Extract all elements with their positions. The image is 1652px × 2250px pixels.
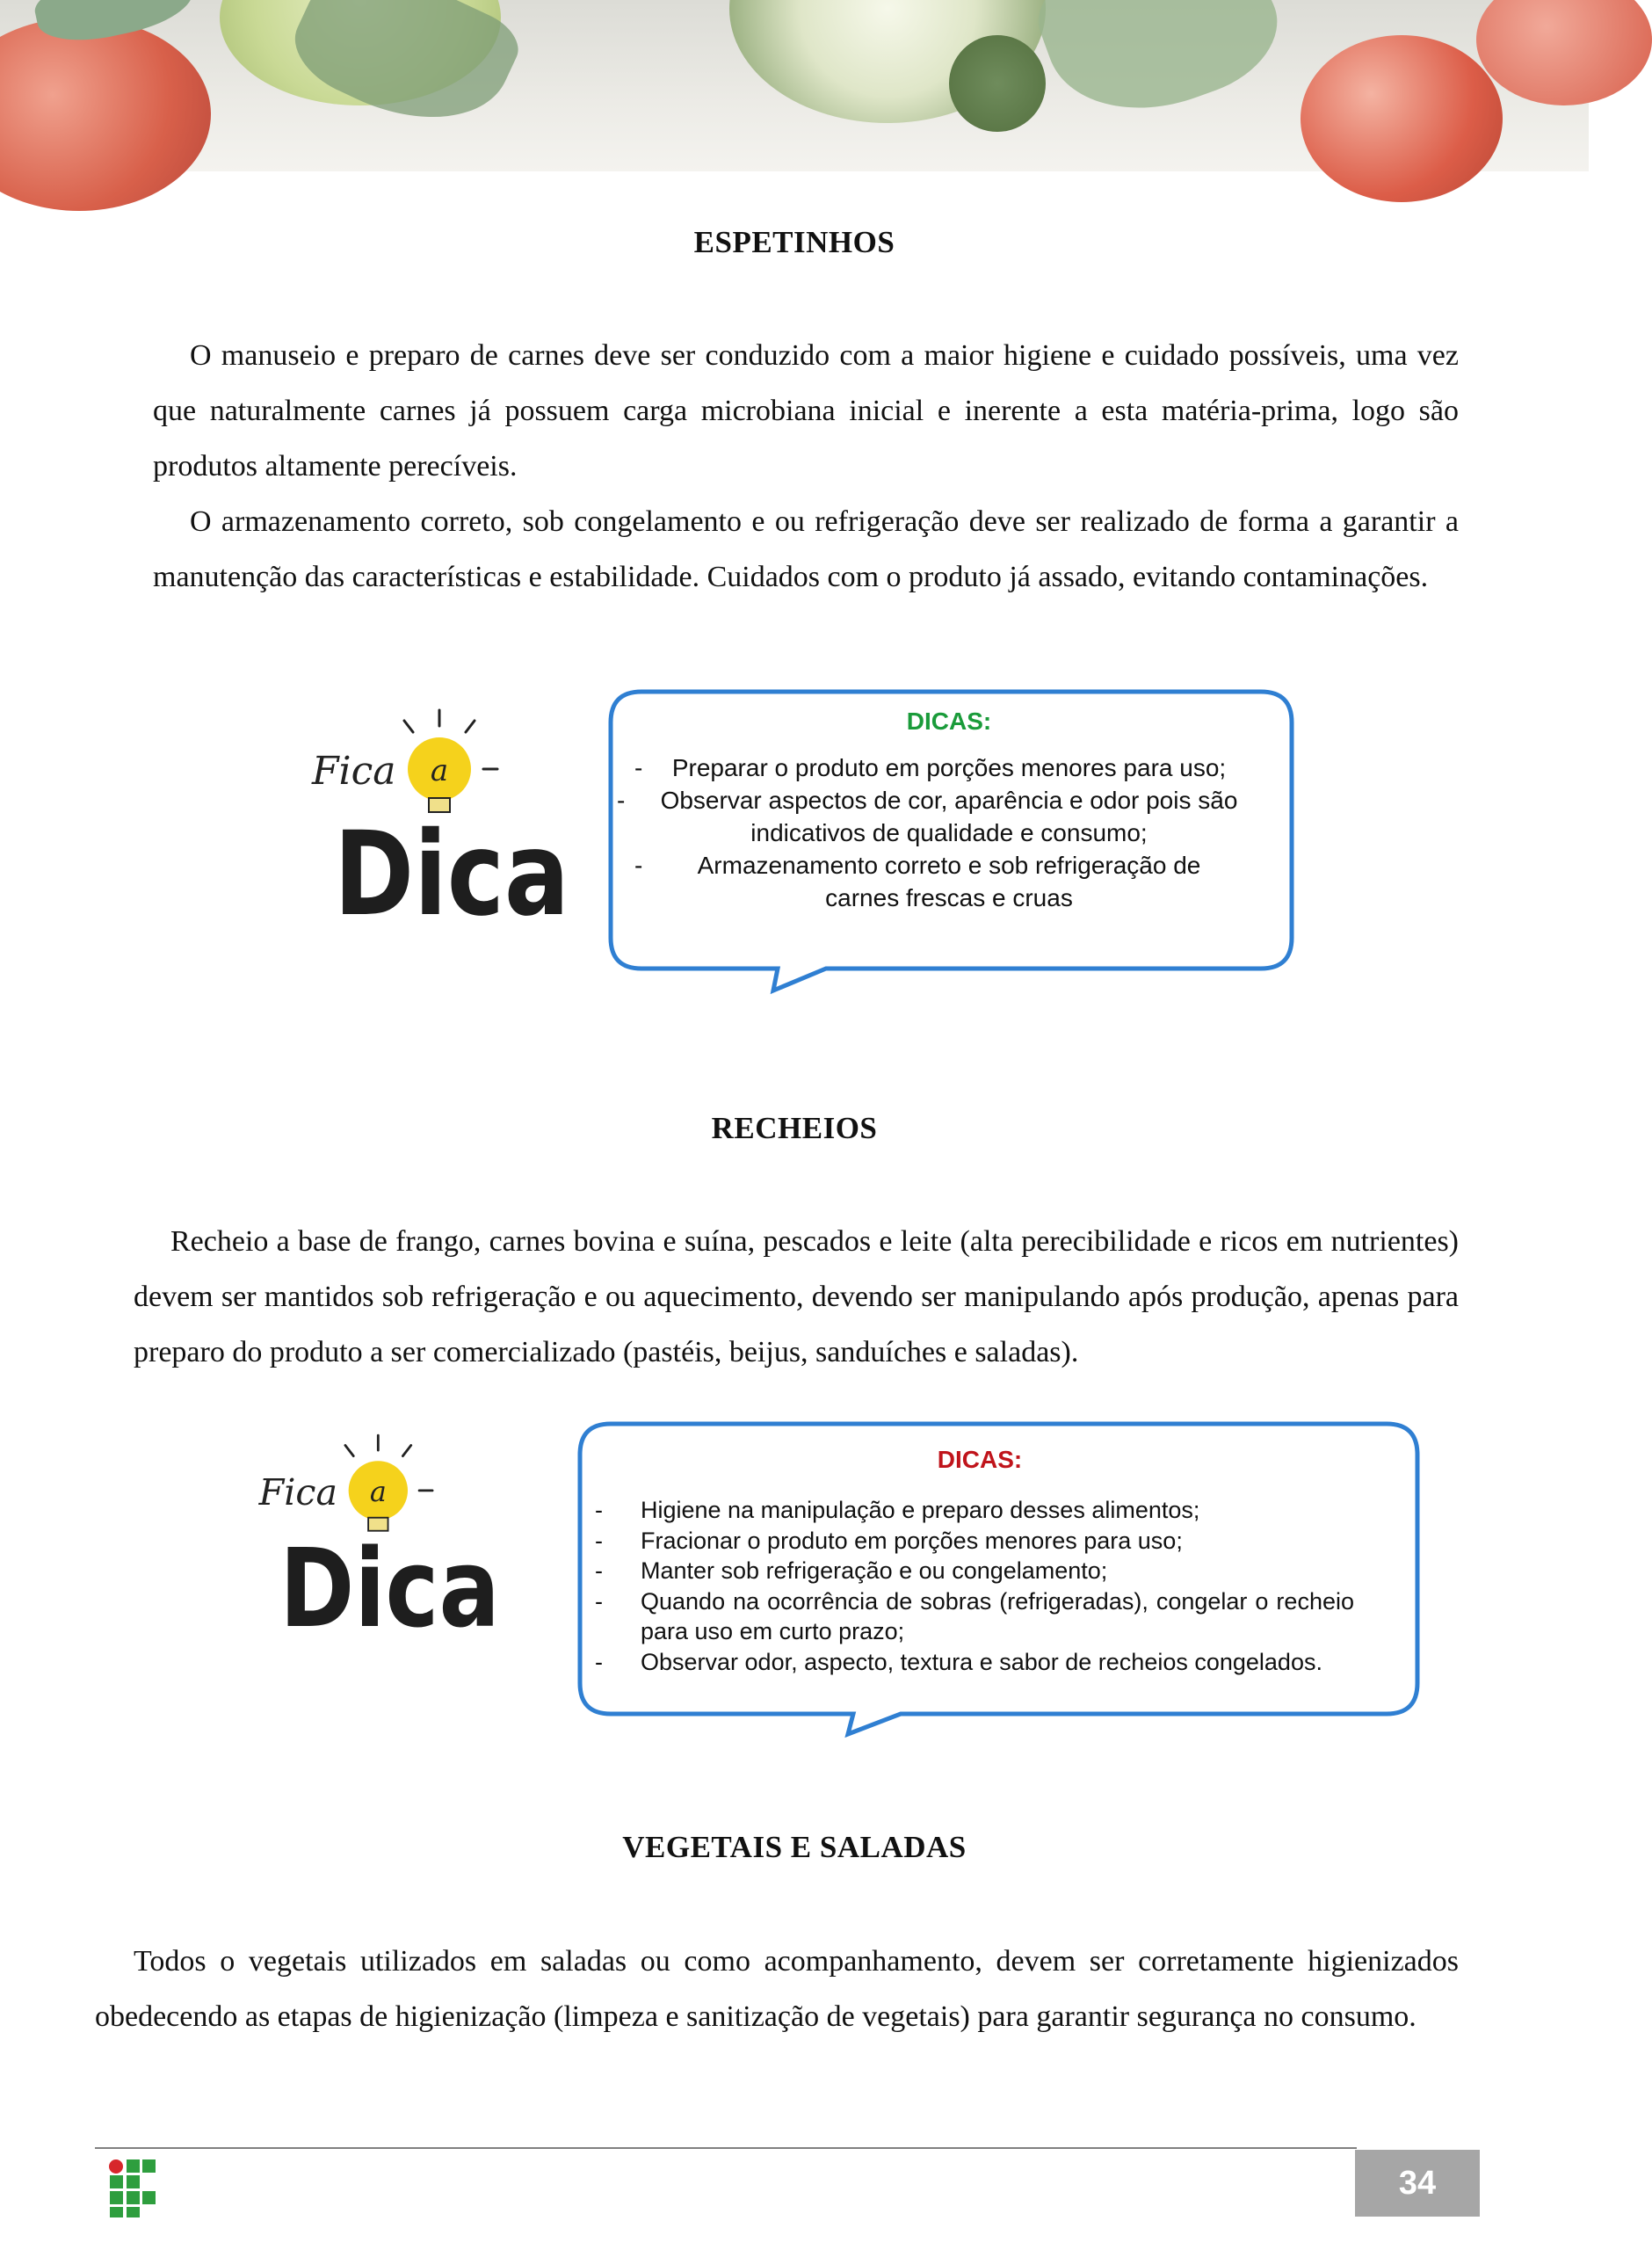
tip-item-text: Fracionar o produto em porções menores para uso; bbox=[641, 1527, 1183, 1554]
tip-item-text: Observar aspectos de cor, aparência e odor pois são indicativos de qualidade e consumo; bbox=[660, 787, 1238, 846]
tip-item: - Observar aspectos de cor, aparência e odor pois são indicativos de qualidade e consumo; bbox=[617, 787, 1238, 846]
tip-item: - Manter sob refrigeração e ou congelamento; bbox=[595, 1557, 1108, 1584]
page-number: 34 bbox=[1355, 2150, 1480, 2217]
espetinhos-paragraph-2 bbox=[153, 494, 1459, 605]
tips-list bbox=[584, 1495, 1375, 1677]
vegetais-paragraph-text: Todos o vegetais utilizados em saladas ou como acompanhamento, devem ser corretamente higienizados obedecendo as etapas de higienização (limpeza e sanitização de vegetais) para garantir segurança no consumo. bbox=[95, 1945, 1459, 2033]
header-banner-image bbox=[0, 0, 1589, 171]
logo-small-text: Fica bbox=[312, 749, 396, 794]
tip-item-text: Preparar o produto em porções menores para uso; bbox=[671, 754, 1227, 781]
section-title-vegetais: VEGETAIS E SALADAS bbox=[622, 1830, 967, 1864]
fica-a-dica-logo bbox=[255, 1428, 510, 1653]
footer-divider bbox=[95, 2147, 1357, 2149]
espetinhos-paragraph-2-text: O armazenamento correto, sob congelamento e ou refrigeração deve ser realizado de forma a garantir a manutenção das características e estabilidade. Cuidados com o produto já assado, evitando contaminações. bbox=[153, 505, 1459, 593]
logo-big-text: Dica bbox=[279, 1526, 500, 1653]
tips-panel-espetinhos bbox=[615, 708, 1283, 914]
tip-item-text: Quando na ocorrência de sobras (refrigeradas), congelar o recheio para uso em curto prazo; bbox=[641, 1587, 1354, 1644]
fica-a-dica-logo bbox=[308, 703, 580, 942]
section-title-espetinhos: ESPETINHOS bbox=[693, 225, 895, 259]
espetinhos-paragraph-1-text: O manuseio e preparo de carnes deve ser conduzido com a maior higiene e cuidado possíveis, uma vez que naturalmente carnes já possuem carga microbiana inicial e inerente a esta matéria-prima, logo são produtos altamente perecíveis. bbox=[153, 339, 1459, 483]
logo-bulb-letter: a bbox=[430, 753, 449, 788]
recheios-paragraph-text: Recheio a base de frango, carnes bovina e suína, pescados e leite (alta perecibilidade e ricos em nutrientes) devem ser mantidos sob refrigeração e ou aquecimento, devendo ser manipulando após produção, apenas para preparo do produto a ser comercializado (pastéis, beijus, sanduíches e saladas). bbox=[134, 1225, 1459, 1368]
logo-big-text: Dica bbox=[334, 807, 569, 942]
tip-item-text: Manter sob refrigeração e ou congelamento; bbox=[641, 1557, 1108, 1584]
recheios-paragraph bbox=[134, 1214, 1459, 1380]
vegetais-paragraph bbox=[95, 1934, 1459, 2044]
tips-panel-recheios bbox=[584, 1446, 1375, 1677]
logo-small-text: Fica bbox=[258, 1470, 337, 1513]
tip-item-text: Higiene na manipulação e preparo desses alimentos; bbox=[641, 1497, 1200, 1523]
tips-list bbox=[615, 751, 1283, 914]
tip-item: - Fracionar o produto em porções menores para uso; bbox=[595, 1527, 1183, 1554]
espetinhos-paragraph-1 bbox=[153, 328, 1459, 494]
leaf-right bbox=[1025, 0, 1294, 140]
section-title-recheios: RECHEIOS bbox=[711, 1111, 878, 1145]
institution-logo-icon bbox=[107, 2158, 156, 2217]
herb bbox=[949, 35, 1046, 132]
tip-item: - Quando na ocorrência de sobras (refrigeradas), congelar o recheio para uso em curto prazo; bbox=[595, 1587, 1354, 1644]
logo-bulb-letter: a bbox=[369, 1476, 387, 1509]
tomato-far-right bbox=[1476, 0, 1652, 105]
leaf-center bbox=[281, 0, 528, 153]
tip-item: - Higiene na manipulação e preparo desses alimentos; bbox=[595, 1497, 1200, 1523]
tomato-left bbox=[0, 18, 211, 211]
tomato-right bbox=[1301, 35, 1503, 202]
tip-item: - Armazenamento correto e sob refrigeração de carnes frescas e cruas bbox=[634, 852, 1201, 911]
tip-item-text: Armazenamento correto e sob refrigeração de carnes frescas e cruas bbox=[697, 852, 1201, 911]
tip-item-text: Observar odor, aspecto, textura e sabor de recheios congelados. bbox=[641, 1648, 1322, 1675]
tip-item: - Preparar o produto em porções menores para uso; bbox=[634, 754, 1227, 781]
tips-title: DICAS: bbox=[937, 1446, 1023, 1473]
tips-title: DICAS: bbox=[906, 708, 992, 735]
tip-item: - Observar odor, aspecto, textura e sabor de recheios congelados. bbox=[595, 1648, 1322, 1675]
